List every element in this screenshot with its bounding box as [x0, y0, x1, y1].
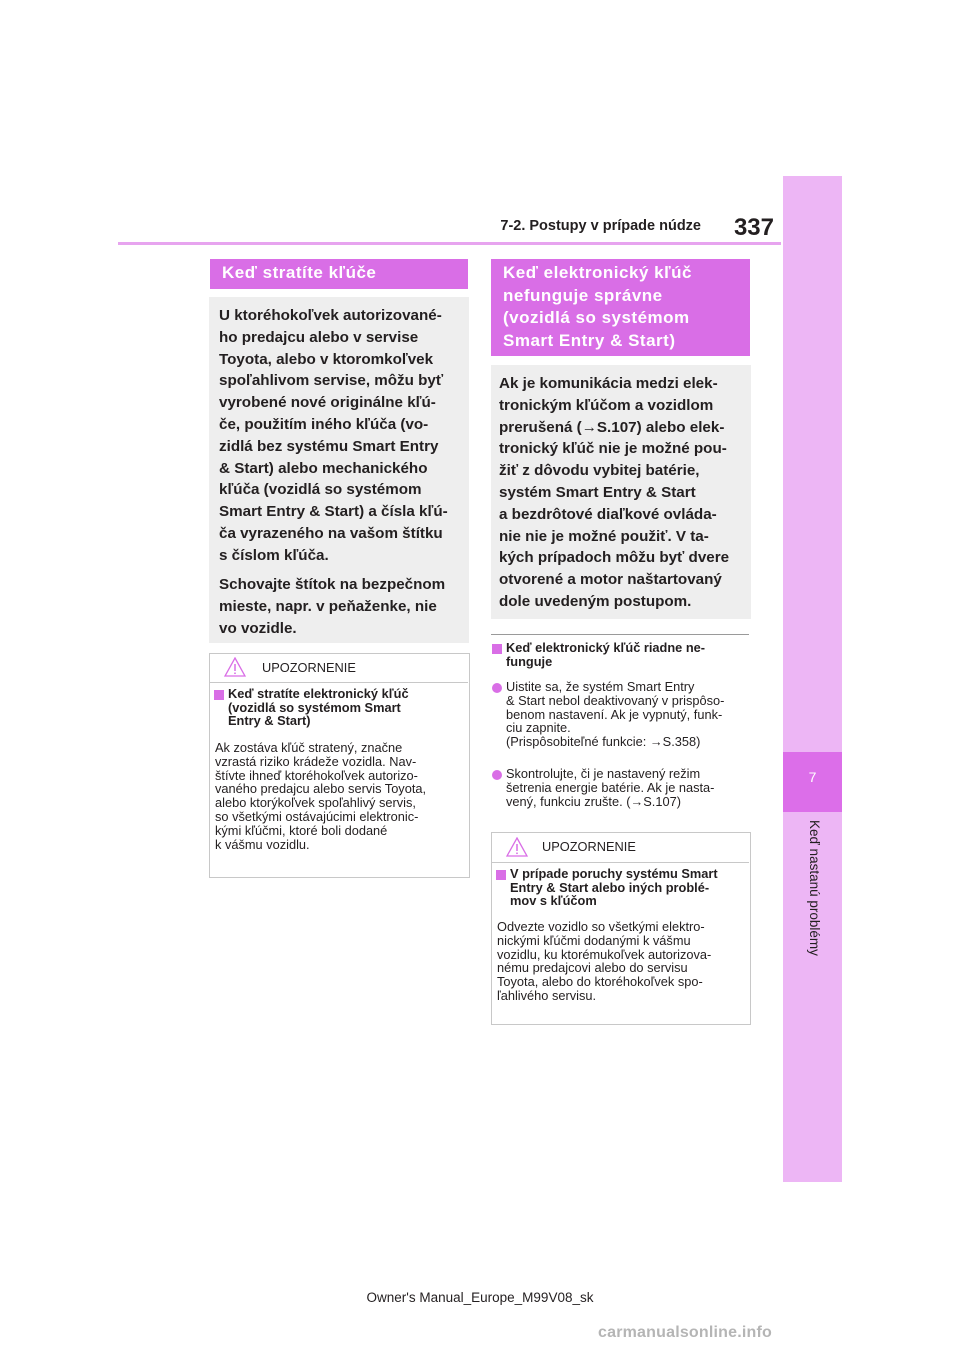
title-line: Keď elektronický kľúč — [503, 263, 692, 282]
page-number: 337 — [733, 214, 774, 241]
text-line: spoľahlivom servise, môžu byť — [219, 372, 444, 390]
right-caution-heading — [510, 867, 718, 908]
text-line: s číslom kľúča. — [219, 546, 329, 564]
text-line: nickými kľúčmi dodanými k vášmu — [497, 932, 691, 948]
text-line: Smart Entry & Start) a čísla kľú- — [219, 503, 448, 521]
text-line: so všetkými ostávajúcimi elektronic- — [215, 808, 419, 824]
info-heading — [506, 641, 705, 668]
text-line: & Start nebol deaktivovaný v prispôso- — [506, 692, 725, 708]
right-caution-body — [497, 920, 711, 1003]
text-line: Entry & Start alebo iných problé- — [510, 879, 710, 895]
text-line: kých prípadoch môžu byť dvere — [499, 549, 730, 567]
text-line: kými kľúčmi, ktoré boli dodané — [215, 822, 388, 838]
square-bullet-icon — [214, 690, 224, 700]
text-line: funguje — [506, 653, 553, 669]
left-summary-paragraph-1 — [219, 305, 448, 567]
text-line: dole uvedeným postupom. — [499, 592, 692, 610]
title-line: Smart Entry & Start) — [503, 330, 676, 350]
info-divider — [491, 634, 749, 635]
text-line: vaného predajcu alebo servis Toyota, — [215, 781, 427, 797]
chapter-label: Keď nastanú problémy — [807, 820, 822, 956]
text-line: kľúča (vozidlá so systémom — [219, 481, 422, 499]
text-line: systém Smart Entry & Start — [499, 483, 696, 501]
square-bullet-icon — [496, 870, 506, 880]
header-rule — [118, 242, 781, 245]
text-line: Ak je komunikácia medzi elek- — [499, 375, 718, 392]
text-line: Schovajte štítok na bezpečnom — [219, 576, 446, 593]
footer-manual-id: Owner's Manual_Europe_M99V08_sk — [366, 1290, 594, 1305]
chapter-side-tab — [783, 176, 842, 1182]
title-line: (vozidlá so systémom — [503, 308, 690, 327]
left-summary-paragraph-2 — [219, 574, 445, 639]
text-line: vyrobené nové originálne kľú- — [219, 394, 436, 412]
text-line: vo vozidle. — [219, 619, 297, 637]
text-line: V prípade poruchy systému Smart — [510, 866, 718, 881]
left-section-title: Keď stratíte kľúče — [222, 263, 377, 282]
text-line: če, použitím iného kľúča (vo- — [219, 415, 429, 433]
chapter-number: 7 — [808, 769, 817, 785]
text-line: benom nastavení. Ak je vypnutý, funk- — [506, 706, 723, 722]
circle-bullet-icon — [492, 683, 502, 693]
text-line: Keď elektronický kľúč riadne ne- — [506, 640, 706, 655]
left-caution-body — [215, 741, 426, 851]
text-line: ciu zapnite. — [506, 720, 571, 736]
text-line: (Prispôsobiteľné funkcie: →S.358) — [506, 734, 701, 750]
text-line: zidlá bez systému Smart Entry — [219, 437, 439, 455]
text-line: a bezdrôtové diaľkové ovláda- — [499, 505, 717, 523]
text-line: vzrastá riziko krádeže vozidla. Nav- — [215, 753, 417, 769]
text-line: Skontrolujte, či je nastavený režim — [506, 766, 701, 781]
caution-label: UPOZORNENIE — [542, 839, 636, 854]
text-line: mov s kľúčom — [510, 893, 597, 908]
text-line: ča vyrazeného na vašom štítku — [219, 524, 443, 542]
warning-triangle-icon — [506, 837, 528, 857]
text-line: Entry & Start) — [228, 713, 311, 728]
text-line: ho predajcu alebo v servise — [219, 328, 419, 346]
text-line: U ktoréhokoľvek autorizované- — [219, 307, 442, 324]
warning-triangle-icon — [224, 657, 246, 677]
info-item-1 — [506, 680, 724, 749]
right-summary-paragraph — [499, 373, 729, 613]
text-line: otvorené a motor naštartovaný — [499, 571, 722, 589]
text-line: šetrenia energie batérie. Ak je nasta- — [506, 779, 715, 795]
caution-divider — [210, 682, 468, 683]
left-caution-heading — [228, 687, 409, 728]
text-line: prerušená (→S.107) alebo elek- — [499, 418, 725, 436]
text-line: alebo ktorýkoľvek spoľahlivý servis, — [215, 795, 416, 811]
right-section-title — [503, 262, 743, 352]
text-line: (vozidlá so systémom Smart — [228, 699, 401, 715]
caution-divider — [492, 862, 749, 863]
text-line: vozidlu, ku ktorémukoľvek autorizova- — [497, 946, 712, 962]
text-line: k vášmu vozidlu. — [215, 836, 310, 852]
section-title: 7-2. Postupy v prípade núdze — [500, 218, 701, 234]
square-bullet-icon — [492, 644, 502, 654]
text-line: Odvezte vozidlo so všetkými elektro- — [497, 919, 705, 934]
text-line: Ak zostáva kľúč stratený, značne — [215, 740, 403, 755]
text-line: tronickým kľúčom a vozidlom — [499, 396, 714, 414]
text-line: nému predajcovi alebo do servisu — [497, 960, 688, 976]
text-line: vený, funkciu zrušte. (→S.107) — [506, 793, 681, 809]
text-line: Keď stratíte elektronický kľúč — [228, 686, 409, 701]
text-line: štívte ihneď ktoréhokoľvek autorizo- — [215, 767, 418, 783]
title-line: nefunguje správne — [503, 285, 663, 305]
text-line: mieste, napr. v peňaženke, nie — [219, 597, 437, 615]
text-line: Toyota, alebo do ktoréhokoľvek spo- — [497, 974, 703, 990]
watermark: carmanualsonline.info — [598, 1324, 773, 1341]
text-line: & Start) alebo mechanického — [219, 459, 428, 477]
caution-label: UPOZORNENIE — [262, 660, 356, 675]
text-line: žiť z dôvodu vybitej batérie, — [499, 462, 700, 480]
circle-bullet-icon — [492, 770, 502, 780]
text-line: tronický kľúč nie je možné pou- — [499, 440, 727, 458]
text-line: nie nie je možné použiť. V ta- — [499, 527, 709, 545]
text-line: Uistite sa, že systém Smart Entry — [506, 679, 695, 694]
text-line: ľahlivého servisu. — [497, 987, 597, 1003]
text-line: Toyota, alebo v ktoromkoľvek — [219, 350, 434, 368]
info-item-2 — [506, 767, 714, 808]
